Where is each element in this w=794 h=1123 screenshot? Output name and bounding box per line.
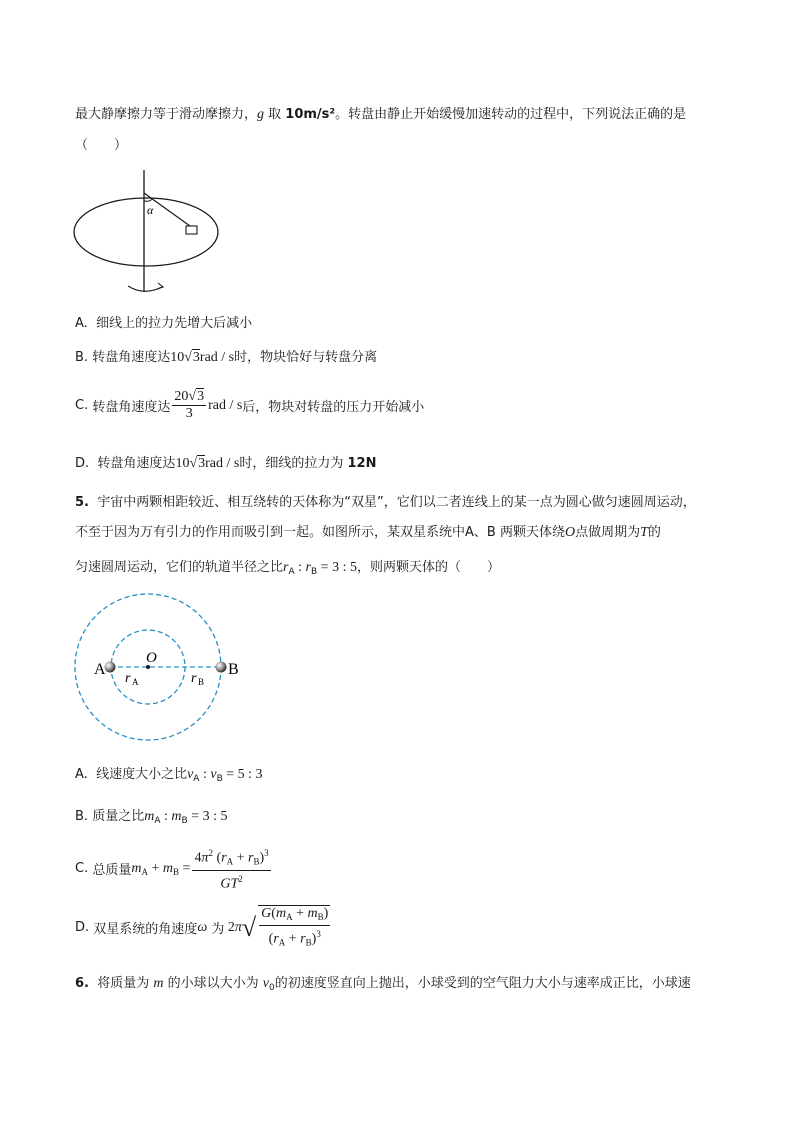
q5-stem-line2: 不至于因为万有引力的作用而吸引到一起。如图所示，某双星系统中A、B 两颗天体绕O点做周期为T的: [75, 525, 661, 540]
label-rb: r: [191, 671, 197, 686]
label-b: B: [228, 661, 239, 678]
rotation-arrowhead: [157, 283, 163, 289]
q6-stem-line1: 6. 将质量为 m 的小球以大小为 $v_0$的初速度竖直向上抛出，小球受到的空气阻力大小与速率成正比，小球速: [75, 976, 691, 993]
label-ra: r: [125, 671, 131, 686]
label-o: O: [146, 650, 157, 666]
q4-option-d: D. 转盘角速度达10√3rad / s时，细线的拉力为 12N: [75, 456, 377, 471]
q5-option-b: B. 质量之比$m_A$ : $m_B = 3$ : 5: [75, 809, 228, 826]
q4-turntable-figure: [72, 168, 222, 298]
alpha-label: α: [147, 203, 154, 217]
q5-option-c: C. 总质量 $m_A + m_B$ = $\frac{4\pi^2 (r_A + r_B)^3}{GT^2}$: [75, 845, 273, 892]
q4-answer-blank: （ ）: [75, 138, 128, 153]
label-ra-sub: A: [132, 677, 139, 687]
angle-arc: [144, 199, 152, 201]
q5-binary-star-figure: [70, 592, 250, 752]
total-mass-formula: $\frac{4\pi^2 (r_A + r_B)^3}{GT^2}$: [192, 845, 270, 892]
q5-option-d: D. 双星系统的角速度 ω 为 2π √ $\frac{G(m_A + m_B)}{(r_A + r_B)^3}$: [75, 905, 332, 951]
star-b: [216, 662, 227, 673]
q5-option-a: A. 线速度大小之比$v_A$ : $v_B = 5$ : 3: [75, 767, 263, 784]
q4-stem-line1: 最大静摩擦力等于滑动摩擦力，g 取 10m/s²。转盘由静止开始缓慢加速转动的过程中，下列说法正确的是: [75, 107, 687, 122]
q4-option-c: C. 转盘角速度达 $\frac{20√3}{3}$ rad / s 后，物块对转盘的压力开始减小: [75, 389, 425, 421]
block: [186, 226, 197, 234]
q5-stem-line3: 匀速圆周运动，它们的轨道半径之比$r_A$ : $r_B = 3$ : 5，则两颗天体的（ ）: [75, 560, 500, 577]
q4-option-a: A. 细线上的拉力先增大后减小: [75, 316, 253, 331]
label-rb-sub: B: [198, 677, 205, 687]
q4-option-b: B. 转盘角速度达10√3rad / s时，物块恰好与转盘分离: [75, 350, 378, 365]
angular-velocity-formula: $\frac{G(m_A + m_B)}{(r_A + r_B)^3}$: [258, 905, 330, 951]
q5-stem-line1: 5. 宇宙中两颗相距较近、相互绕转的天体称为“双星”，它们以二者连线上的某一点为圆心做匀速圆周运动，: [75, 495, 696, 510]
fraction-20root3-over-3: $\frac{20√3}{3}$: [174, 389, 205, 421]
star-a: [105, 662, 116, 673]
label-a: A: [94, 661, 106, 678]
